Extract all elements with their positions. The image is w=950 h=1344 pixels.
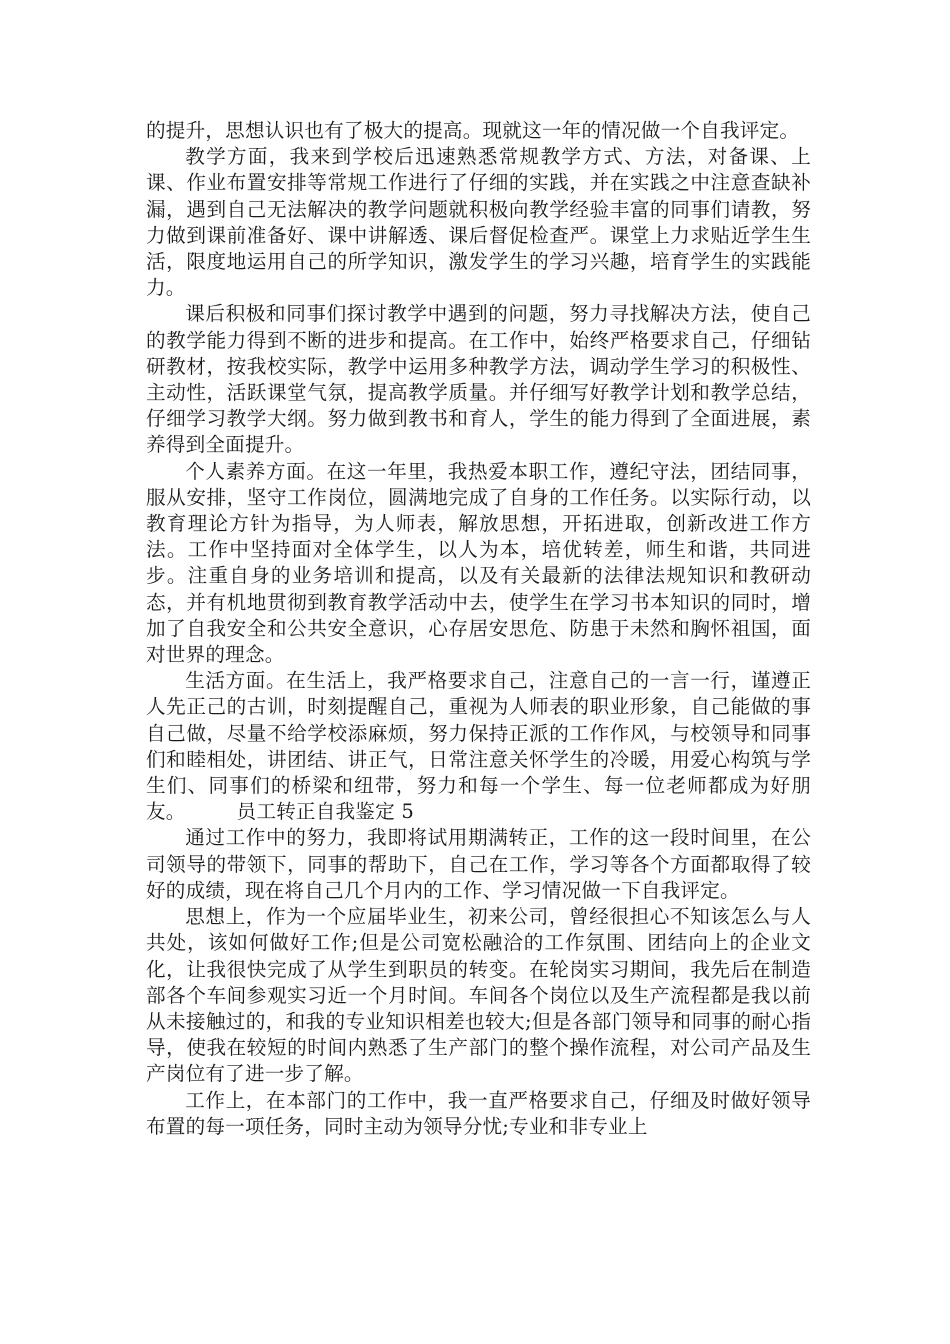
section-heading: 员工转正自我鉴定 5 <box>236 800 414 824</box>
paragraph-work: 工作上，在本部门的工作中，我一直严格要求自己，仔细及时做好领导布置的每一项任务，同时主动为领导分忧;专业和非专业上 <box>146 1088 811 1138</box>
paragraph-probation: 通过工作中的努力，我即将试用期满转正，工作的这一段时间里，在公司领导的带领下，同事的帮助下，自己在工作，学习等各个方面都取得了较好的成绩，现在将自己几个月内的工作、学习情况做一下自我评定。 <box>146 826 811 902</box>
paragraph-teaching: 教学方面，我来到学校后迅速熟悉常规教学方式、方法，对备课、上课、作业布置安排等常规工作进行了仔细的实践，并在实践之中注意查缺补漏，遇到自己无法解决的教学问题就积极向教学经验丰富的同事们请教，努力做到课前准备好、课中讲解透、课后督促检查严。课堂上力求贴近学生生活，限度地运用自己的所学知识，激发学生的学习兴趣，培育学生的实践能力。 <box>146 145 811 300</box>
document-body <box>146 118 811 1140</box>
paragraph-life <box>146 668 811 825</box>
paragraph-personal-quality: 个人素养方面。在这一年里，我热爱本职工作，遵纪守法，团结同事，服从安排，坚守工作岗位，圆满地完成了自身的工作任务。以实际行动，以教育理论方针为指导，为人师表，解放思想，开拓进取，创新改进工作方法。工作中坚持面对全体学生，以人为本，培优转差，师生和谐，共同进步。注重自身的业务培训和提高，以及有关最新的法律法规知识和教研动态，并有机地贯彻到教育教学活动中去，使学生在学习书本知识的同时，增加了自我安全和公共安全意识，心存居安思危、防患于未然和胸怀祖国，面对世界的理念。 <box>146 459 811 667</box>
paragraph-after-class: 课后积极和同事们探讨教学中遇到的问题，努力寻找解决方法，使自己的教学能力得到不断的进步和提高。在工作中，始终严格要求自己，仔细钻研教材，按我校实际，教学中运用多种教学方法，调动学生学习的积极性、主动性，活跃课堂气氛，提高教学质量。并仔细写好教学计划和教学总结，仔细学习教学大纲。努力做到教书和育人，学生的能力得到了全面进展，素养得到全面提升。 <box>146 302 811 457</box>
paragraph-continuation: 的提升，思想认识也有了极大的提高。现就这一年的情况做一个自我评定。 <box>146 119 800 142</box>
paragraph-thinking: 思想上，作为一个应届毕业生，初来公司，曾经很担心不知该怎么与人共处，该如何做好工作;但是公司宽松融洽的工作氛围、团结向上的企业文化，让我很快完成了从学生到职员的转变。在轮岗实习期间，我先后在制造部各个车间参观实习近一个月时间。车间各个岗位以及生产流程都是我以前从未接触过的，和我的专业知识相差也较大;但是各部门领导和同事的耐心指导，使我在较短的时间内熟悉了生产部门的整个操作流程，对公司产品及生产岗位有了进一步了解。 <box>146 905 811 1086</box>
paragraph-life-text: 生活方面。在生活上，我严格要求自己，注意自己的一言一行，谨遵正人先正己的古训，时刻提醒自己，重视为人师表的职业形象，自己能做的事自己做，尽量不给学校添麻烦，努力保持正派的工作作风，与校领导和同事们和睦相处，讲团结、讲正气，日常注意关怀学生的冷暖，用爱心构筑与学生们、同事们的桥梁和纽带，努力和每一个学生、每一位老师都成为好朋友。 <box>146 669 811 824</box>
